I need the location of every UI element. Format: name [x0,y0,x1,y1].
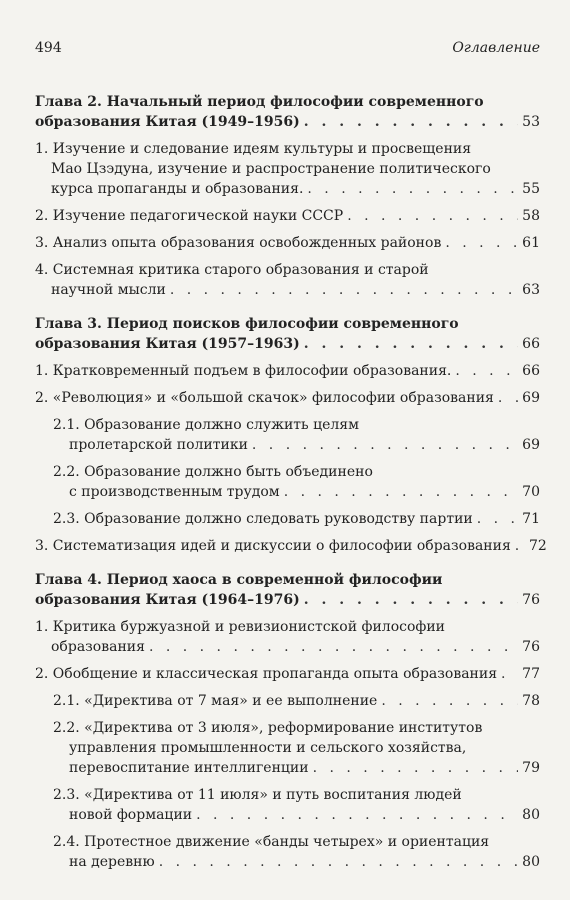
toc-entry-last-line [53,482,540,502]
dot-leader [501,664,518,684]
toc-page-number: 77 [522,666,540,682]
page-number: 494 [35,40,62,56]
running-head: Оглавление [452,40,540,56]
toc-entry-last-line [53,691,540,711]
dot-leader [149,637,518,657]
toc-entry-last-line [35,179,540,199]
dot-leader [381,691,518,711]
toc-entry-last-line [53,509,540,529]
toc-entry-line: 2.3. «Директива от 11 июля» и путь воспитания людей [53,787,462,803]
toc-entry-line: 2.2. «Директива от 3 июля», реформирование институтов [53,720,483,736]
toc-entry-line: 1. Изучение и следование идеям культуры и просвещения [35,141,472,157]
toc-entry-line: с производственным трудом [69,484,280,500]
toc-entry-line: образования [51,639,145,655]
toc-page-number: 61 [522,235,540,251]
toc-entry-line: 2. «Революция» и «большой скачок» философии образования [35,390,494,406]
toc-entry-last-line [35,112,540,132]
toc-page-number: 63 [522,282,540,298]
toc-page-number: 79 [522,760,540,776]
toc-page-number: 70 [522,484,540,500]
toc-entry-sub [35,691,540,711]
toc-entry-last-line [35,206,540,226]
dot-leader [304,112,518,132]
toc-entry-line: образования Китая (1957–1963) [35,336,300,352]
toc-page-number: 66 [522,336,540,352]
dot-leader [347,206,518,226]
dot-leader [498,388,518,408]
toc-entry-line: 2.1. «Директива от 7 мая» и ее выполнение [53,693,378,709]
toc-entry-line: 2.3. Образование должно следовать руководству партии [53,511,473,527]
table-of-contents [35,92,547,872]
toc-page-number: 76 [522,592,540,608]
toc-entry-line: Глава 3. Период поисков философии современного [35,316,459,332]
toc-entry-line: перевоспитание интеллигенции [69,760,309,776]
toc-entry-line: образования Китая (1964–1976) [35,592,300,608]
toc-entry-line: Глава 2. Начальный период философии современного [35,94,484,110]
toc-entry-line: 1. Критика буржуазной и ревизионистской философии [35,619,446,635]
dot-leader [307,179,518,199]
toc-page-number: 76 [522,639,540,655]
toc-page-number: 72 [528,538,547,554]
dot-leader [304,334,518,354]
toc-entry-last-line [35,664,540,684]
page-header [0,40,570,60]
toc-entry-sub [35,415,540,455]
dot-leader [515,536,525,556]
toc-entry-line: 3. Анализ опыта образования освобожденных районов [35,235,442,251]
toc-entry-line: управления промышленности и сельского хозяйства, [69,740,467,756]
toc-entry-line: Глава 4. Период хаоса в современной философии [35,572,443,588]
toc-entry-sub [35,785,540,825]
dot-leader [284,482,518,502]
toc-entry-line: 2. Изучение педагогической науки СССР [35,208,344,224]
toc-entry-line: 1. Кратковременный подъем в философии образования. [35,363,452,379]
toc-entry-last-line [35,388,540,408]
toc-entry-section [35,388,540,408]
dot-leader [196,805,518,825]
toc-entry-section [35,139,540,199]
toc-entry-sub [35,718,540,778]
dot-leader [445,233,518,253]
dot-leader [252,435,518,455]
toc-entry-last-line [35,361,540,381]
toc-page-number: 69 [522,437,540,453]
toc-entry-section [35,260,540,300]
toc-entry-last-line [53,805,540,825]
toc-entry-line: научной мысли [51,282,166,298]
toc-page-number: 53 [522,114,540,130]
toc-entry-line: 3. Систематизация идей и дискуссии о философии образования [35,538,511,554]
toc-entry-sub [35,509,540,529]
toc-page-number: 55 [522,181,540,197]
toc-entry-line: пролетарской политики [69,437,248,453]
toc-page-number: 80 [522,807,540,823]
toc-entry-section [35,536,547,556]
toc-page-number: 80 [522,854,540,870]
toc-page-number: 58 [522,208,540,224]
toc-entry-last-line [35,536,547,556]
toc-entry-section [35,664,540,684]
toc-entry-last-line [35,280,540,300]
toc-entry-last-line [35,590,540,610]
dot-leader [477,509,518,529]
toc-entry-section [35,206,540,226]
toc-entry-last-line [35,637,540,657]
toc-entry-section [35,361,540,381]
toc-entry-line: 2.2. Образование должно быть объединено [53,464,373,480]
toc-entry-last-line [53,852,540,872]
toc-entry-line: 2.1. Образование должно служить целям [53,417,360,433]
toc-page-number: 66 [522,363,540,379]
toc-entry-line: Мао Цзэдуна, изучение и распространение политического [51,161,491,177]
dot-leader [159,852,518,872]
toc-entry-section [35,233,540,253]
toc-entry-line: образования Китая (1949–1956) [35,114,300,130]
toc-entry-line: на деревню [69,854,155,870]
toc-entry-line: 4. Системная критика старого образования и старой [35,262,429,278]
toc-entry-line: 2.4. Протестное движение «банды четырех» и ориентация [53,834,490,850]
toc-page-number: 71 [522,511,540,527]
dot-leader [313,758,518,778]
toc-entry-sub [35,832,540,872]
toc-entry-line: новой формации [69,807,193,823]
toc-entry-section [35,617,540,657]
dot-leader [170,280,518,300]
toc-entry-sub [35,462,540,502]
toc-entry-line: 2. Обобщение и классическая пропаганда опыта образования [35,666,498,682]
toc-entry-last-line [35,233,540,253]
toc-page-number: 69 [522,390,540,406]
toc-entry-last-line [35,334,540,354]
toc-entry-line: курса пропаганды и образования. [51,181,304,197]
toc-entry-last-line [53,758,540,778]
toc-entry-chapter [35,92,540,132]
dot-leader [455,361,518,381]
toc-entry-chapter [35,314,540,354]
toc-entry-last-line [53,435,540,455]
dot-leader [304,590,518,610]
toc-entry-chapter [35,570,540,610]
toc-page-number: 78 [522,693,540,709]
